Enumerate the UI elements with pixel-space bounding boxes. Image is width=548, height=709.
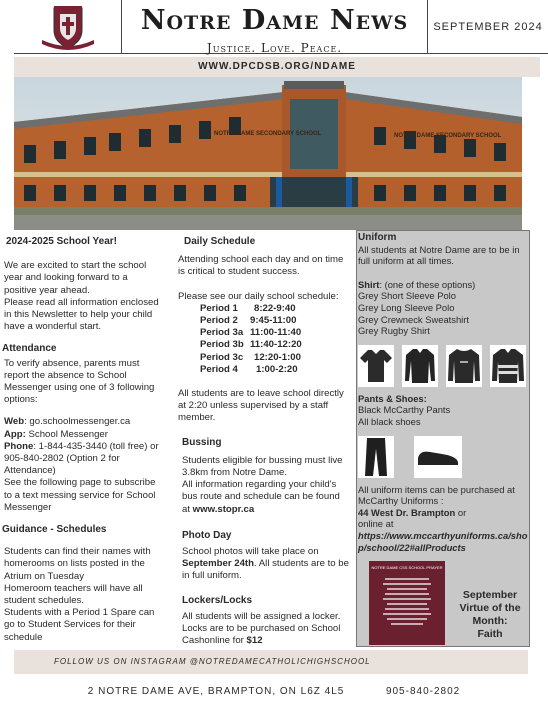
web-value[interactable]: : go.schoolmessenger.ca bbox=[24, 416, 131, 428]
uniform-panel bbox=[356, 230, 530, 647]
period-name: Period 3a bbox=[200, 327, 244, 339]
virtue-of-month bbox=[449, 589, 531, 641]
app-value: School Messenger bbox=[25, 428, 108, 440]
school-photo bbox=[14, 77, 522, 230]
schedule-row bbox=[178, 352, 350, 364]
instagram-banner[interactable]: FOLLOW US ON INSTAGRAM @NOTREDAMECATHOLICHIGHSCHOOL bbox=[14, 650, 528, 674]
virtue-label: Virtue of the Month: bbox=[459, 602, 521, 627]
bussing-text: Students eligible for bussing must live 3.8km from Notre Dame. bbox=[182, 454, 343, 479]
app-label: App: bbox=[4, 428, 26, 440]
phone-label: Phone bbox=[4, 440, 34, 452]
attendance-text: To verify absence, parents must report the absence to School Messenger using one of 3 following options: bbox=[4, 357, 155, 406]
school-logo bbox=[14, 0, 122, 54]
stopr-link[interactable]: www.stopr.ca bbox=[192, 503, 255, 515]
attendance-more: See the following page to subscribe to a text messing service for School Messenger bbox=[4, 477, 156, 513]
period-time: 11:40-12:20 bbox=[250, 339, 302, 351]
shirt-item: Grey Crewneck Sweatshirt bbox=[358, 313, 469, 325]
daily-text-2: Please see our daily school schedule: bbox=[178, 290, 339, 302]
title-block bbox=[122, 0, 427, 54]
pants-label: Pants & Shoes: bbox=[358, 392, 427, 404]
prayer-title: NOTRE DAME CSS SCHOOL PRAYER bbox=[371, 565, 443, 570]
schedule-row bbox=[178, 327, 350, 339]
web-label: Web bbox=[4, 416, 25, 428]
school-address: 2 NOTRE DAME AVE, BRAMPTON, ON L6Z 4L5 bbox=[87, 686, 345, 697]
photo-text: School photos will take place on bbox=[182, 546, 319, 558]
prayer-text-block bbox=[379, 576, 435, 632]
attendance-web bbox=[2, 416, 160, 428]
attendance-phone bbox=[2, 441, 160, 478]
sweatshirt-icon bbox=[446, 345, 482, 387]
schedule-row bbox=[178, 364, 350, 376]
welcome-text: We are excited to start the school year and looking forward to a positive year ahead. bbox=[4, 260, 147, 296]
attendance-app bbox=[2, 429, 160, 441]
store-address-text: 44 West Dr. Brampton bbox=[358, 506, 456, 518]
schedule-row bbox=[178, 339, 350, 351]
bussing-text-2 bbox=[178, 479, 350, 516]
photo-text-2: . All students are to be in full uniform. bbox=[182, 558, 349, 582]
shirt-item: Grey Short Sleeve Polo bbox=[358, 290, 456, 302]
building-sign-right: NOTRE DAME SECONDARY SCHOOL bbox=[394, 133, 502, 139]
newsletter-header bbox=[0, 0, 548, 54]
store-address bbox=[358, 507, 528, 519]
virtue-month: September bbox=[462, 589, 518, 601]
shirt-item: Grey Rugby Shirt bbox=[358, 325, 430, 337]
lockers-info: All students will be assigned a locker. Locks are to be purchased on School Cashonline for bbox=[182, 610, 341, 647]
period-time: 8:22-9:40 bbox=[254, 302, 296, 314]
shirt-label: Shirt bbox=[358, 278, 380, 290]
photo-date: September 24th bbox=[182, 558, 254, 570]
uniform-text: All students at Notre Dame are to be in full uniform at all times. bbox=[358, 243, 520, 267]
period-name: Period 3b bbox=[200, 339, 244, 351]
bussing-info: All information regarding your child's bus route and schedule can be found at bbox=[182, 479, 340, 515]
pants-images bbox=[358, 436, 528, 478]
leave-text: All students are to leave school directly at 2:20 unless supervised by a staff member. bbox=[178, 388, 344, 424]
guidance-text-3: Students with a Period 1 Spare can go to Student Services for their schedule bbox=[4, 607, 155, 643]
column-left bbox=[2, 236, 160, 644]
polo-long-icon bbox=[402, 345, 438, 387]
schedule-row bbox=[178, 303, 350, 315]
lockers-text bbox=[178, 611, 350, 648]
guidance-text: Students can find their names with homerooms on lists posted in the Atrium on Tuesday bbox=[4, 546, 151, 582]
period-time: 1:00-2:20 bbox=[256, 363, 298, 375]
shirt-item: Grey Long Sleeve Polo bbox=[358, 301, 455, 313]
phone-value: : 1-844-435-3440 (toll free) or 905-840-2802 (Option 2 for Attendance) bbox=[4, 440, 159, 477]
motto: Justice. Love. Peace. bbox=[206, 41, 343, 55]
pants-shoes bbox=[358, 393, 528, 405]
school-contact bbox=[0, 686, 548, 697]
school-url[interactable]: WWW.DPCDSB.ORG/NDAME bbox=[14, 57, 540, 77]
guidance-heading: Guidance - Schedules bbox=[2, 524, 107, 536]
purchase-text: All uniform items can be purchased at McCarthy Uniforms : bbox=[358, 483, 515, 507]
schedule-table bbox=[178, 303, 350, 376]
polo-short-icon bbox=[358, 345, 394, 387]
or-text: or bbox=[455, 506, 467, 518]
shoes-text: All black shoes bbox=[358, 415, 421, 427]
photo-day-heading: Photo Day bbox=[182, 529, 232, 541]
period-time: 12:20-1:00 bbox=[254, 351, 301, 363]
schedule-row bbox=[178, 315, 350, 327]
virtue-name: Faith bbox=[477, 628, 503, 640]
period-time: 11:00-11:40 bbox=[250, 327, 302, 339]
lock-price: $12 bbox=[246, 635, 263, 647]
bussing-heading: Bussing bbox=[182, 436, 222, 448]
school-prayer-card bbox=[369, 561, 445, 645]
online-store-link[interactable]: https://www.mccarthyuniforms.ca/shop/school/22#allProducts bbox=[358, 529, 528, 553]
crest-icon bbox=[40, 4, 96, 50]
pants-icon bbox=[358, 436, 394, 478]
period-name: Period 2 bbox=[200, 315, 238, 327]
shoe-icon bbox=[414, 436, 462, 478]
shirt-text: : (one of these options) bbox=[379, 278, 476, 290]
photo-day-text bbox=[178, 546, 350, 583]
period-time: 9:45-11:00 bbox=[250, 315, 297, 327]
issue-date: SEPTEMBER 2024 bbox=[427, 0, 548, 54]
shirt-options bbox=[358, 279, 528, 291]
daily-text: Attending school each day and on time is critical to student success. bbox=[178, 254, 344, 278]
lockers-heading: Lockers/Locks bbox=[182, 594, 253, 606]
welcome-text-2: Please read all information enclosed in this Newsletter to help your child have a wonderful start. bbox=[4, 296, 159, 333]
period-name: Period 4 bbox=[200, 363, 238, 375]
school-phone: 905-840-2802 bbox=[385, 686, 461, 697]
guidance-text-2: Homeroom teachers will have all student schedules. bbox=[4, 582, 143, 607]
attendance-heading: Attendance bbox=[2, 343, 57, 355]
period-name: Period 1 bbox=[200, 302, 238, 314]
daily-schedule-heading: Daily Schedule bbox=[184, 236, 256, 247]
period-name: Period 3c bbox=[200, 351, 244, 363]
newsletter-title: Notre Dame News bbox=[140, 5, 409, 36]
online-text: online at bbox=[358, 518, 394, 530]
rugby-shirt-icon bbox=[490, 345, 526, 387]
building-sign-left: NOTRE DAME SECONDARY SCHOOL bbox=[214, 131, 322, 137]
pants-text: Black McCarthy Pants bbox=[358, 404, 451, 416]
uniform-heading: Uniform bbox=[358, 232, 397, 243]
column-middle bbox=[178, 236, 350, 647]
shirt-images bbox=[358, 345, 528, 387]
welcome-heading: 2024-2025 School Year! bbox=[6, 236, 117, 247]
